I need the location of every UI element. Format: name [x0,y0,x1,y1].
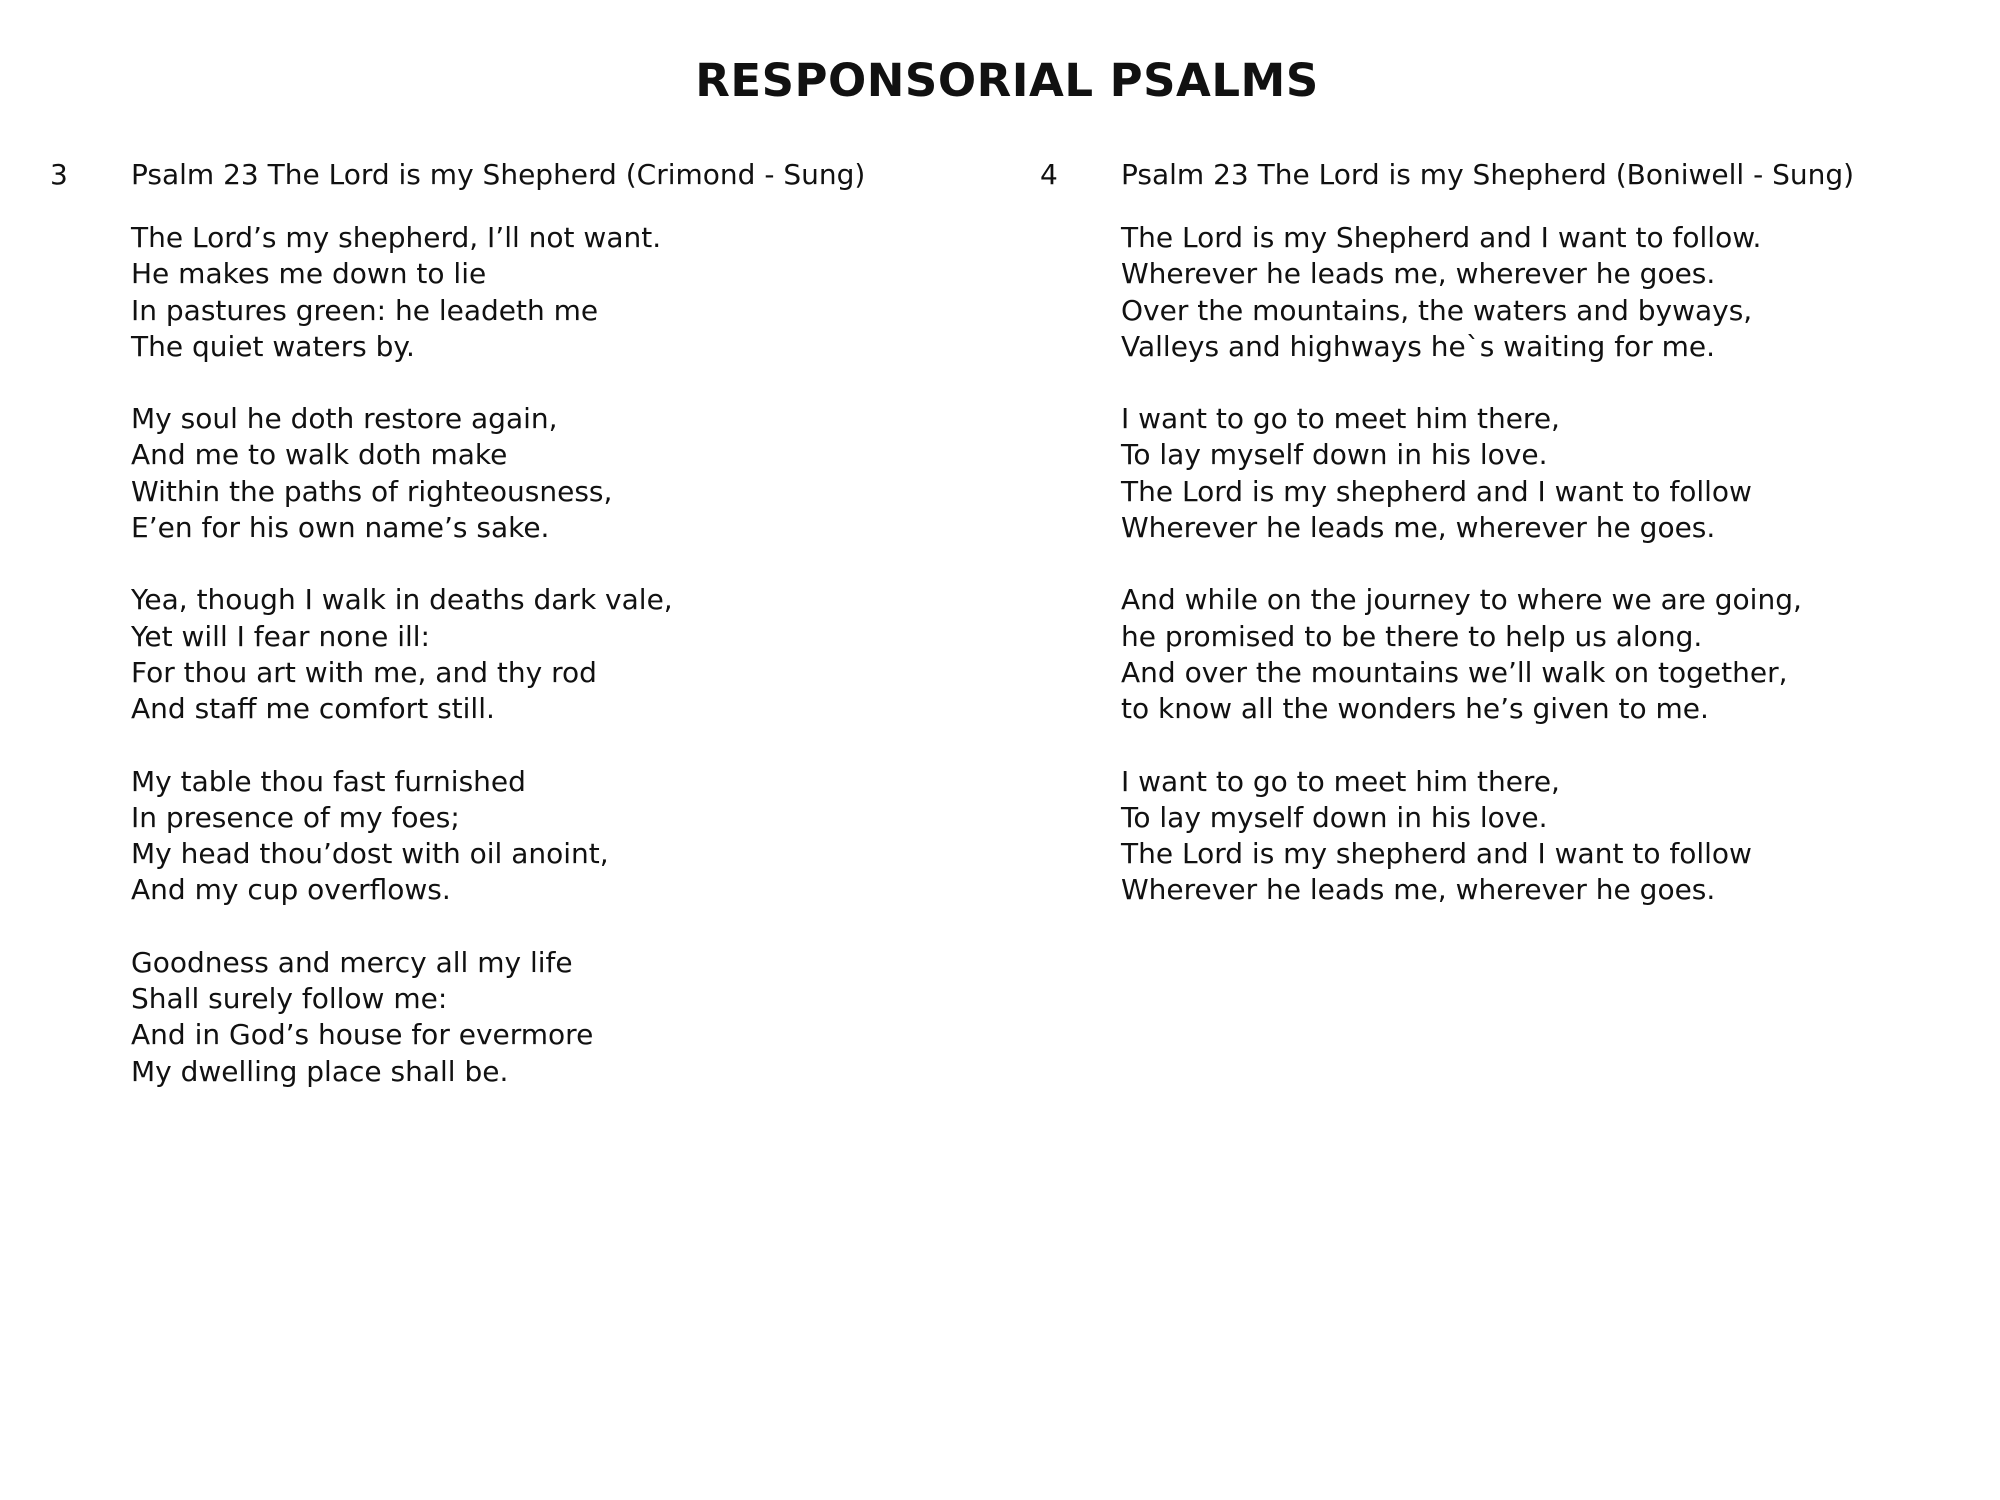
psalm-header [1040,158,1854,194]
stanza [131,945,865,1090]
lyric-line: Valleys and highways he`s waiting for me. [1121,329,1716,363]
lyric-line: Goodness and mercy all my life [131,945,573,979]
psalm-number: 4 [1040,158,1058,191]
lyric-line: The Lord is my shepherd and I want to follow [1121,837,1752,871]
lyric-line: To lay myself down in his love. [1121,438,1548,472]
lyric-line: Yet will I fear none ill: [131,619,430,653]
psalm-lyrics [131,220,865,1090]
lyric-line: And staff me comfort still. [131,692,495,726]
lyric-line: The Lord is my Shepherd and I want to follow. [1121,221,1762,254]
lyric-line: And me to walk doth make [131,438,508,472]
psalm-lyrics [1121,220,1854,909]
lyric-line: Wherever he leads me, wherever he goes. [1121,511,1716,545]
lyric-line: My head thou’dost with oil anoint, [131,837,609,871]
lyric-line: The Lord is my shepherd and I want to follow [1121,474,1752,508]
page-title: RESPONSORIAL PSALMS [695,54,1319,107]
lyric-line: My table thou fast furnished [131,764,526,798]
psalm-heading: Psalm 23 The Lord is my Shepherd (Crimond - Sung) [131,158,866,191]
stanza [131,401,865,546]
lyric-line: In presence of my foes; [131,800,460,834]
lyric-line: The Lord’s my shepherd, I’ll not want. [131,221,662,254]
stanza [131,220,865,365]
lyric-line: Yea, though I walk in deaths dark vale, [131,583,673,617]
lyric-line: The quiet waters by. [131,329,415,363]
stanza [1121,220,1854,365]
stanza [1121,401,1854,546]
lyric-line: And while on the journey to where we are going, [1121,583,1802,617]
psalm-number: 3 [50,158,68,191]
stanza [1121,764,1854,909]
lyric-line: he promised to be there to help us along. [1121,619,1703,653]
psalm-heading: Psalm 23 The Lord is my Shepherd (Boniwell - Sung) [1121,158,1855,191]
lyric-line: My soul he doth restore again, [131,402,558,436]
lyric-line: I want to go to meet him there, [1121,764,1560,798]
lyric-line: I want to go to meet him there, [1121,402,1560,436]
lyric-line: In pastures green: he leadeth me [131,293,599,327]
lyric-line: He makes me down to lie [131,257,487,291]
lyric-line: E’en for his own name’s sake. [131,511,550,545]
lyric-line: My dwelling place shall be. [131,1054,509,1088]
lyric-line: For thou art with me, and thy rod [131,655,597,689]
lyric-line: Wherever he leads me, wherever he goes. [1121,873,1716,907]
lyric-line: And my cup overflows. [131,873,451,907]
lyric-line: And in God’s house for evermore [131,1018,594,1052]
psalm-header [50,158,865,194]
lyric-line: Over the mountains, the waters and byways, [1121,293,1753,327]
stanza [131,764,865,909]
lyric-line: Shall surely follow me: [131,982,448,1016]
lyric-line: Within the paths of righteousness, [131,474,613,508]
lyric-line: And over the mountains we’ll walk on together, [1121,655,1788,689]
psalm-section-3 [50,158,865,1126]
lyric-line: Wherever he leads me, wherever he goes. [1121,257,1716,291]
psalm-section-4 [1040,158,1854,945]
stanza [131,582,865,727]
lyric-line: to know all the wonders he’s given to me. [1121,692,1709,726]
stanza [1121,582,1854,727]
lyric-line: To lay myself down in his love. [1121,800,1548,834]
